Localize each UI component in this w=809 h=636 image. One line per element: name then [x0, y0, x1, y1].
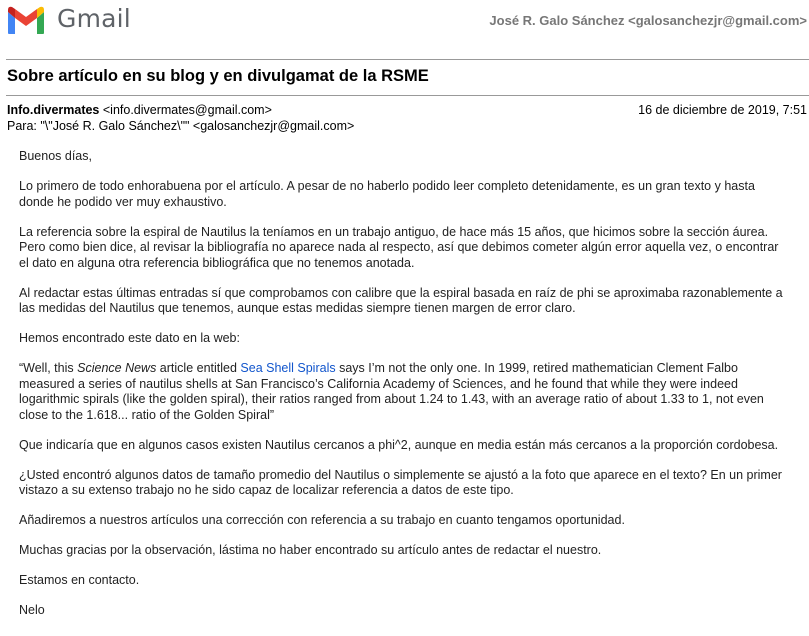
- quote-italic: Science News: [77, 361, 157, 375]
- message-subject: Sobre artículo en su blog y en divulgamat de la RSME: [7, 67, 429, 85]
- recipient-line: [7, 119, 354, 133]
- sender-line: [7, 103, 272, 117]
- message-body: [19, 149, 789, 633]
- account-label: José R. Galo Sánchez <galosanchezjr@gmail.com>: [489, 13, 807, 28]
- header-divider: [6, 59, 809, 60]
- message-date: 16 de diciembre de 2019, 7:51: [638, 103, 807, 117]
- body-paragraph: ¿Usted encontró algunos datos de tamaño promedio del Nautilus o simplemente se ajustó a la foto que aparece en el texto? En un primer vistazo a su extenso trabajo no he sido capaz de localizar referencia a datos de este tipo.: [19, 467, 782, 497]
- body-paragraph: Añadiremos a nuestros artículos una corrección con referencia a su trabajo en cuanto tengamos oportunidad.: [19, 513, 625, 527]
- recipient-label: Para:: [7, 119, 37, 133]
- recipient-value: "\"José R. Galo Sánchez\"" <galosanchezjr@gmail.com>: [40, 119, 355, 133]
- quote-prefix: “Well, this: [19, 361, 78, 375]
- body-paragraph: Buenos días,: [19, 149, 92, 163]
- body-paragraph: Muchas gracias por la observación, lástima no haber encontrado su artículo antes de redactar el nuestro.: [19, 543, 602, 557]
- gmail-header: [0, 0, 809, 44]
- sender-email: <info.divermates@gmail.com>: [102, 103, 272, 117]
- signature: Nelo: [19, 603, 45, 617]
- quote-paragraph: [19, 361, 789, 423]
- body-paragraph: Hemos encontrado este dato en la web:: [19, 331, 240, 345]
- gmail-logo-icon[interactable]: [6, 4, 46, 36]
- sea-shell-spirals-link[interactable]: Sea Shell Spirals: [240, 361, 336, 375]
- body-paragraph: La referencia sobre la espiral de Nautilus la teníamos en un trabajo antiguo, de hace más 15 años, que hicimos sobre la sección áurea. Pero como bien dice, al revisar la bibliografía no aparece nada al respecto, así que debimos cometer algún error aquella vez, o encontrar el dato en alguna otra referencia bibliográfica que no tenemos anotada.: [19, 224, 779, 270]
- body-paragraph: Lo primero de todo enhorabuena por el artículo. A pesar de no haberlo podido leer completo detenidamente, es un gran texto y hasta donde he podido ver muy exhaustivo.: [19, 179, 755, 209]
- quote-rest: says I’m not the only one. In 1999, retired mathematician Clement Falbo measured a series of nautilus shells at San Francisco’s California Academy of Sciences, and he found that while they were indeed logarithmic spirals (like the golden spiral), their ratios ranged from about 1.24 to 1.43, with an average ratio of about 1.33 to 1, not even close to the 1.618... ratio of the Golden Spiral”: [19, 361, 764, 422]
- subject-divider: [6, 95, 809, 96]
- body-paragraph: Que indicaría que en algunos casos existen Nautilus cercanos a phi^2, aunque en media están más cercanos a la proporción cordobesa.: [19, 437, 779, 452]
- gmail-wordmark: Gmail: [57, 4, 131, 33]
- sender-name: Info.divermates: [7, 103, 100, 117]
- body-paragraph: Al redactar estas últimas entradas sí que comprobamos con calibre que la espiral basada en raíz de phi se aproximaba razonablemente a las medidas del Nautilus que tenemos, aunque estas medidas siempre tienen margen de error claro.: [19, 285, 783, 315]
- body-paragraph: Estamos en contacto.: [19, 573, 140, 587]
- quote-middle: article entitled: [156, 361, 241, 375]
